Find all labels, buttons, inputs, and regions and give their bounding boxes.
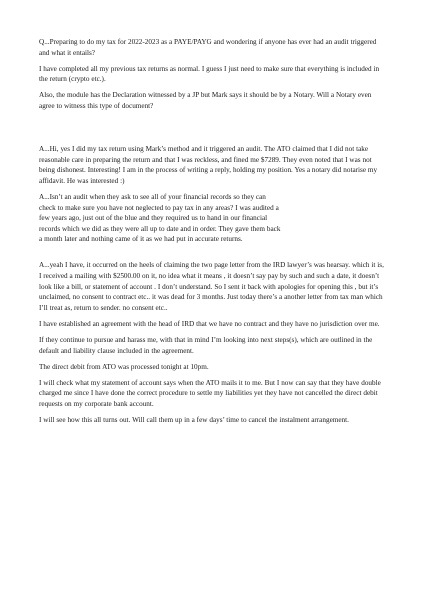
question-paragraph-1: Q...Preparing to do my tax for 2022-2023 as a PAYE/PAYG and wondering if anyone has ever had an audit triggered and what it entails? bbox=[39, 38, 377, 57]
section-spacer bbox=[39, 250, 385, 260]
answer-2-paragraph: A...Isn’t an audit when they ask to see all of your financial records so they can check to make sure you have not neglected to pay tax in any areas? I was audited a few years ago, just out of the blue and they required us to hand in our financial records which we did as they were all up to date and in order. They gave them back a month later and nothing came of it as we had put in accurate returns. bbox=[39, 192, 281, 244]
answer-3-paragraph-3: If they continue to pursue and harass me, with that in mind I’m looking into next steps(s), which are outlined in the default and liability clause included in the agreement. bbox=[39, 335, 373, 355]
answer-3-paragraph-4: The direct debit from ATO was processed tonight at 10pm. bbox=[39, 362, 209, 371]
answer-3-paragraph-2: I have established an agreement with the head of IRD that we have no contract and they have no jurisdiction over me. bbox=[39, 319, 380, 328]
answer-3-paragraph-6: I will see how this all turns out. Will call them up in a few days’ time to cancel the instalment arrangement. bbox=[39, 416, 349, 425]
question-paragraph-3: Also, the module has the Declaration witnessed by a JP but Mark says it should be by a Notary. Will a Notary even agree to witness this type of document? bbox=[39, 91, 372, 110]
answer-3-paragraph-1: A...yeah I have, it occurred on the heels of claiming the two page letter from the IRD lawyer’s was hearsay. which it is, I received a mailing with $2500.00 on it, no idea what it means , it doesn’t say pay by such and such a date, it doesn’t look like a bill, or statement of account . I don’t understand. So I sent it back with apologies for opening this , but it’s unclaimed, no consent to contract etc.. it was dead for 3 months. Just today there’s a another letter from tax man which I’ll treat as, return to sender. no consent etc.. bbox=[39, 261, 384, 312]
answer-3-paragraph-5: I will check what my statement of account says when the ATO mails it to me. But I now can say that they have double charged me since I have done the correct procedure to settle my liabilities yet they have not cancelled the direct debit requests on my corporate bank account. bbox=[39, 378, 381, 408]
section-spacer bbox=[39, 117, 385, 144]
question-paragraph-2: I have completed all my previous tax returns as normal. I guess I just need to make sure that everything is included in the return (crypto etc.). bbox=[39, 64, 380, 84]
answer-1-paragraph: A...Hi, yes I did my tax return using Mark’s method and it triggered an audit. The ATO claimed that I did not take reasonable care in preparing the return and that I was reckless, and fined me $7289. They even noted that I was not being dishonest. Interesting! I am in the process of writing a reply, holding my position. Yes a notary did notarise my affidavit. He was interested :) bbox=[39, 145, 378, 185]
